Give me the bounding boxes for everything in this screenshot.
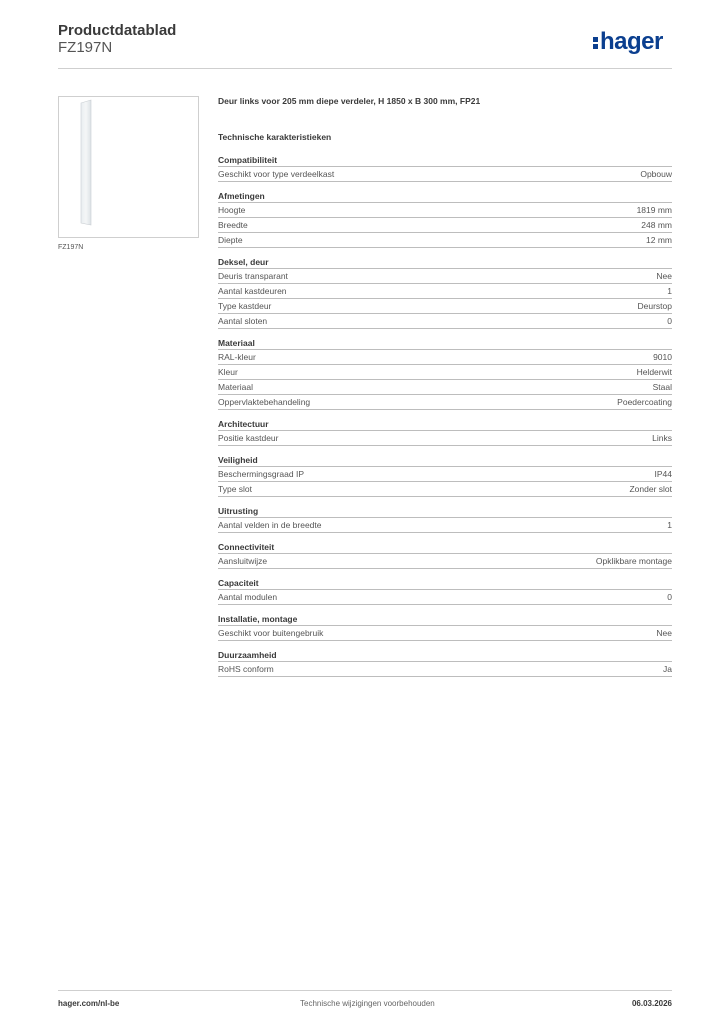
spec-value: Staal [652,382,672,392]
spec-section [218,505,672,533]
spec-section [218,649,672,677]
spec-label: Aantal modulen [218,592,278,602]
spec-value: 12 mm [646,235,672,245]
product-details [218,96,672,685]
spec-label: RoHS conform [218,664,274,674]
section-title: Materiaal [218,337,672,350]
spec-section [218,541,672,569]
spec-row [218,269,672,284]
spec-section [218,256,672,329]
logo-dots-icon [593,35,599,49]
spec-section [218,418,672,446]
spec-row [218,554,672,569]
spec-row [218,167,672,182]
footer-website: hager.com/nl-be [58,999,120,1008]
section-title: Installatie, montage [218,613,672,626]
logo-text: hager [600,28,663,55]
spec-section [218,190,672,248]
spec-value: Helderwit [636,367,672,377]
spec-label: Deuris transparant [218,271,288,281]
spec-row [218,299,672,314]
spec-label: Diepte [218,235,243,245]
spec-value: Zonder slot [629,484,672,494]
spec-section [218,154,672,182]
spec-label: Type kastdeur [218,301,272,311]
spec-label: Aantal kastdeuren [218,286,287,296]
spec-label: Aantal velden in de breedte [218,520,322,530]
spec-label: Beschermingsgraad IP [218,469,304,479]
hager-logo [593,28,663,56]
spec-section [218,337,672,410]
door-panel-image [69,99,188,227]
spec-row [218,482,672,497]
spec-row [218,203,672,218]
spec-label: Oppervlaktebehandeling [218,397,311,407]
spec-label: Hoogte [218,205,246,215]
spec-label: Kleur [218,367,238,377]
product-image [58,96,199,238]
section-title: Compatibiliteit [218,154,672,167]
footer-divider [58,990,672,991]
spec-row [218,467,672,482]
spec-value: Links [652,433,672,443]
spec-row [218,662,672,677]
spec-row [218,350,672,365]
spec-row [218,233,672,248]
document-title: Productdatablad [58,22,177,39]
section-title: Connectiviteit [218,541,672,554]
section-title: Uitrusting [218,505,672,518]
spec-label: Geschikt voor type verdeelkast [218,169,335,179]
spec-sections [218,154,672,677]
spec-value: IP44 [654,469,672,479]
product-description: Deur links voor 205 mm diepe verdeler, H 1850 x B 300 mm, FP21 [218,96,481,106]
section-title: Architectuur [218,418,672,431]
footer-date: 06.03.2026 [631,999,672,1008]
spec-label: Aansluitwijze [218,556,268,566]
spec-label: Breedte [218,220,248,230]
spec-value: Nee [656,271,672,281]
spec-value: Ja [663,664,672,674]
spec-value: 0 [667,592,672,602]
header-divider [58,68,672,69]
section-title: Afmetingen [218,190,672,203]
spec-label: Positie kastdeur [218,433,279,443]
spec-row [218,518,672,533]
spec-label: Aantal sloten [218,316,268,326]
spec-row [218,626,672,641]
spec-value: 248 mm [641,220,672,230]
spec-row [218,380,672,395]
spec-value: Poedercoating [617,397,672,407]
spec-label: Type slot [218,484,253,494]
spec-label: Geschikt voor buitengebruik [218,628,324,638]
spec-section [218,613,672,641]
section-title: Capaciteit [218,577,672,590]
tech-heading: Technische karakteristieken [218,132,332,142]
spec-value: 1 [667,286,672,296]
spec-value: Opklikbare montage [595,556,672,566]
spec-value: 9010 [653,352,672,362]
spec-value: 1819 mm [636,205,672,215]
spec-row [218,218,672,233]
spec-row [218,431,672,446]
section-title: Veiligheid [218,454,672,467]
image-caption: FZ197N [58,244,84,251]
spec-row [218,314,672,329]
spec-value: 1 [667,520,672,530]
section-title: Duurzaamheid [218,649,672,662]
spec-value: Opbouw [640,169,672,179]
spec-label: RAL-kleur [218,352,256,362]
spec-value: Deurstop [637,301,672,311]
footer-notice: Technische wijzigingen voorbehouden [300,999,435,1008]
spec-label: Materiaal [218,382,253,392]
spec-section [218,577,672,605]
spec-row [218,395,672,410]
spec-row [218,365,672,380]
product-code: FZ197N [58,39,113,56]
spec-value: Nee [656,628,672,638]
spec-value: 0 [667,316,672,326]
section-title: Deksel, deur [218,256,672,269]
spec-row [218,590,672,605]
spec-row [218,284,672,299]
spec-section [218,454,672,497]
